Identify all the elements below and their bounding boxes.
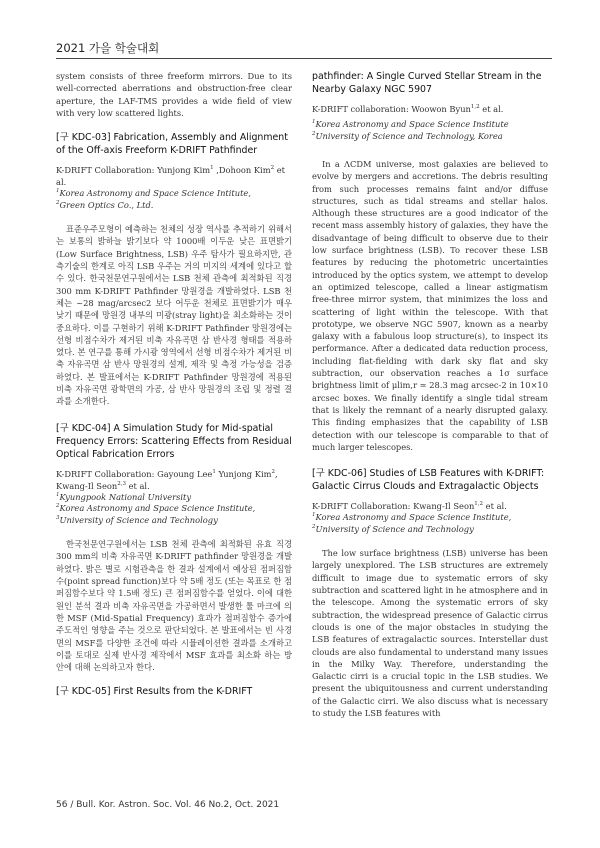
author-line: K-DRIFT Collaboration: Gayoung Lee$^1$ Yunjong Kim$^2$, Kwang-Il Seon$^{2,3}$ et al. bbox=[56, 468, 278, 491]
affiliation: $^1$Kyungpook National University bbox=[56, 491, 192, 502]
abstract-body: In a ΛCDM universe, most galaxies are believed to evolve by mergers and accretions. The debris resulting from such processes remains faint and/or diffuse structures, such as tidal streams and stellar halos. Although these structures are a good indicator of the recent mass assembly history of galaxies, they have the disadvantage of being difficult to observe due to their low surface brightness (LSB). To recover these LSB features by reducing the photometric uncertainties introduced by the optics system, we attempt to develop an optimized telescope, called a linear astigmatism free-three mirror system, that minimizes the loss and scattering of light within the telescope. With that prototype, we observe NGC 5907, known as a nearby galaxy with a fabulous loop structure(s), to inspect its performance. After a dedicated data reduction process, including flat-fielding with dark sky flat and sky subtraction, our observation reaches a 1σ surface brightness limit of μlim,r ≃ 28.3 mag arcsec-2 in 10×10 arcsec boxes. We finally identify a single tidal stream that is likely the remnant of a nearly disrupted galaxy. This finding emphasizes that the capability of LSB detection with our telescope is comparable to that of much larger telescopes. bbox=[312, 159, 548, 452]
abstract-title: [구 KDC-03] Fabrication, Assembly and Alignment of the Off-axis Freeform K-DRIFT Pathfinder bbox=[56, 132, 288, 157]
affiliations bbox=[56, 188, 292, 211]
abstract-body: 한국천문연구원에서는 LSB 천체 관측에 최적화된 유효 직경 300 mm의 비축 자유곡면 K-DRIFT pathfinder 망원경을 개발하였다. 밝은 별로 시험관측을 한 결과 설계에서 예상된 점퍼짐함수(point spread function)보다 약 5배 정도 (또는 목표로 한 점퍼짐함수보다 약 1.5배 정도) 큰 점퍼짐함수를 얻었다. 이에 대한 원인 분석 결과 비축 자유곡면을 가공하면서 발생한 툴 마크에 의한 MSF (Mid-Spatial Frequency) 효과가 점퍼짐함수 증가에 주도적인 영향을 주는 것으로 판단되었다. 본 발표에서는 빈 사경면의 MSF를 다양한 조건에 따라 시뮬레이션한 결과를 소개하고 이를 토대로 실제 반사경 제작에서 MSF 효과를 최소화 하는 방안에 대해 논의하고자 한다. bbox=[56, 539, 293, 673]
right-column bbox=[312, 70, 548, 719]
author-line: K-DRIFT Collaboration: Kwang-Il Seon$^{1,2}$ et al. bbox=[312, 501, 507, 512]
left-column bbox=[56, 70, 292, 705]
author-line: K-DRIFT collaboration: Woowon Byun$^{1,2}$ et al. bbox=[312, 104, 504, 114]
header-divider bbox=[56, 58, 552, 59]
affiliations bbox=[56, 492, 292, 527]
abstract-title: [구 KDC-06] Studies of LSB Features with K-DRIFT: Galactic Cirrus Clouds and Extragalactic Objects bbox=[312, 468, 545, 493]
affiliation: $^2$Korea Astronomy and Space Science Institute, bbox=[56, 503, 256, 514]
affiliation: $^1$Korea Astronomy and Space Science Institute bbox=[312, 119, 509, 129]
affiliation: $^2$University of Science and Technology, Korea bbox=[312, 130, 503, 141]
abstract-kdc06 bbox=[312, 467, 548, 719]
abstract-title-continued: pathfinder: A Single Curved Stellar Stream in the Nearby Galaxy NGC 5907 bbox=[312, 71, 542, 95]
author-line: K-DRIFT Collaboration: Yunjong Kim$^1$ ,Dohoon Kim$^2$ et al. bbox=[56, 165, 285, 188]
abstract-title: [구 KDC-04] A Simulation Study for Mid-spatial Frequency Errors: Scattering Effects from Residual Optical Fabrication Errors bbox=[56, 422, 292, 460]
affiliation: $^3$University of Science and Technology bbox=[56, 514, 218, 525]
abstract-kdc03 bbox=[56, 131, 292, 407]
page-footer: 56 / Bull. Kor. Astron. Soc. Vol. 46 No.2, Oct. 2021 bbox=[56, 800, 280, 810]
running-header: 2021 가을 학술대회 bbox=[56, 41, 160, 55]
affiliations bbox=[312, 512, 548, 535]
affiliation: $^1$Korea Astronomy and Space Science Institute, bbox=[312, 512, 512, 523]
affiliation: $^2$Green Optics Co., Ltd. bbox=[56, 199, 154, 210]
continued-paragraph: system consists of three freeform mirrors. Due to its well-corrected aberrations and obstruction-free clear aperture, the LAF-TMS provides a wide field of view with very low scattered lights. bbox=[56, 71, 292, 118]
abstract-kdc04 bbox=[56, 422, 292, 674]
affiliations bbox=[312, 119, 548, 142]
abstract-title-kdc05: [구 KDC-05] First Results from the K-DRIFT bbox=[56, 686, 253, 698]
affiliation: $^1$Korea Astronomy and Space Science Intitute, bbox=[56, 188, 251, 199]
abstract-body: The low surface brightness (LSB) universe has been largely unexplored. The LSB structures are extremely difficult to image due to systematic errors of sky subtraction and scattered light in he atmosphere and in the telescope. Among the systematic errors of sky subtraction, the widespread presence of Galactic cirrus clouds is one of the major obstacles in studying the LSB features of extragalactic sources. Interstellar dust clouds are also fundamental to understand many issues in the Milky Way. Therefore, understanding the Galactic cirri is a crucial topic in the LSB studies. We present the ubiquitousness and current understanding of the Galactic cirri. We also discuss what is necessary to study the LSB features with bbox=[312, 548, 548, 718]
abstract-kdc05 bbox=[312, 70, 548, 453]
affiliation: $^2$University of Science and Technology bbox=[312, 523, 474, 534]
abstract-body: 표준우주모형이 예측하는 천체의 성장 역사를 추적하기 위해서는 보통의 밝하늘 밝기보다 약 1000배 이두운 낮은 표면밝기(Low Surface Brightness, LSB) 우주 탐사가 필요하지만, 관측기술의 한계로 아직 LSB 우주는 거의 미지의 세계에 있다고 할 수 있다. 한국천문연구원에서는 LSB 천체 관측에 최적화된 직경 300 mm K-DRIFT Pathfinder 망원경을 개발하였다. LSB 천체는 ~28 mag/arcsec2 보다 어두운 천체로 표면밝기가 매우 낮기 때문에 망원경 내부의 미광(stray light)을 최소화하는 것이 중요하다. 이를 구현하기 위해 K-DRIFT Pathfinder 망원경에는 선형 비점수차가 제거된 비축 자유곡면 삼 반사경 형태를 적용하였다. 본 연구를 통해 가시광 영역에서 선형 비점수차가 제거된 비축 자유곡면 삼 반사 망원경의 설계, 제작 및 측정 가능성을 검증하였다. 본 발표에서는 K-DRIFT Pathfinder 망원경에 적용된 비축 자유곡면 광학면의 가공, 삼 반사 망원경의 조립 및 정렬 결과를 소개한다. bbox=[56, 224, 292, 407]
